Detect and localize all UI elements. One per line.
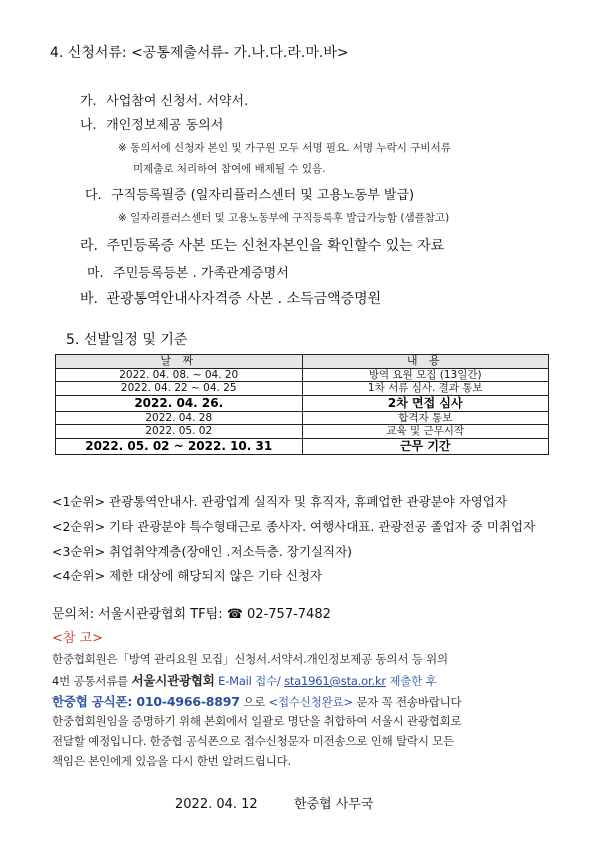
item-text: 주민등록등본 . 가족관계증명서 [113, 266, 289, 281]
header-date: 날 짜 [56, 355, 303, 369]
ref-line-1: 한중협회원은「방역 관리요원 모집」신청서.서약서.개인정보제공 동의서 등 위의 [52, 652, 448, 666]
item-marker: 라. [80, 238, 98, 254]
cell-date: 2022. 04. 22 ~ 04. 25 [56, 382, 303, 396]
ref-line-2d: 제출한 후 [385, 674, 437, 688]
table-header-row [56, 355, 549, 369]
item-na [80, 114, 223, 133]
ref-phone: 한중협 공식폰: 010-4966-8897 [52, 694, 240, 709]
table-row [56, 368, 549, 382]
rank-1: <1순위> 관광통역안내사. 관광업계 실직자 및 휴직자, 휴폐업한 관광분야 자영업자 [52, 494, 508, 509]
item-marker: 다. [85, 188, 102, 203]
footer-date: 2022. 04. 12 [175, 797, 258, 812]
item-ra [80, 235, 444, 255]
rank-2: <2순위> 기타 관광분야 특수형태근로 종사자. 여행사대표. 관광전공 졸업자 중 미취업자 [52, 519, 536, 534]
ref-email-link[interactable]: sta1961@sta.or.kr [284, 674, 386, 688]
section4-title: 4. 신청서류: <공통제출서류- 가.나.다.라.마.바> [50, 45, 349, 61]
footer [175, 793, 373, 812]
item-marker: 마. [87, 266, 104, 281]
ref-org-name: 서울시관광협회 [131, 673, 215, 688]
item-ga [80, 90, 248, 109]
cell-content: 방역 요원 모집 (13일간) [302, 368, 549, 382]
ref-line-6: 책임은 본인에게 있음을 다시 한번 알려드립니다. [52, 754, 291, 768]
item-ma [87, 262, 289, 281]
cell-date: 2022. 04. 08. ~ 04. 20 [56, 368, 303, 382]
cell-date: 2022. 05. 02 ~ 2022. 10. 31 [56, 438, 303, 454]
ref-line-4: 한중협회원임을 증명하기 위해 본회에서 일괄로 명단을 취합하여 서울시 관광협회로 [52, 714, 462, 728]
item-text: 주민등록증 사본 또는 신천자본인을 확인할수 있는 자료 [106, 238, 445, 254]
item-da [85, 184, 414, 203]
cell-date: 2022. 04. 26. [56, 395, 303, 411]
cell-content: 합격자 통보 [302, 411, 549, 425]
ref-line-5: 전달할 예정입니다. 한중협 공식폰으로 접수신청문자 미전송으로 인해 탈락시 모든 [52, 734, 455, 748]
rank-3: <3순위> 취업취약계층(장애인 .저소득층. 장기실직자) [52, 544, 353, 559]
table-row [56, 425, 549, 439]
cell-date: 2022. 05. 02 [56, 425, 303, 439]
rank-4: <4순위> 제한 대상에 해당되지 않은 기타 신청자 [52, 568, 323, 583]
note-consent-1: ※ 동의서에 신청자 본인 및 가구원 모두 서명 필요. 서명 누락시 구비서류 [118, 142, 451, 154]
note-registration: ※ 일자리플러스센터 및 고용노동부에 구직등록후 발급가능함 (샘플참고) [118, 212, 450, 224]
note-consent-2: 미제출로 처리하여 참여에 배제될 수 있음. [133, 163, 326, 175]
table-row [56, 382, 549, 396]
reference-label: <참 고> [52, 631, 104, 646]
table-row [56, 395, 549, 411]
item-ba [80, 288, 381, 308]
contact-info: 문의처: 서울시관광협회 TF팀: ☎ 02-757-7482 [52, 607, 331, 622]
ref-line-2a: 4번 공통서류를 [52, 674, 132, 688]
cell-date: 2022. 04. 28 [56, 411, 303, 425]
ref-line-3d: 문자 꼭 전송바랍니다 [352, 695, 462, 709]
item-text: 구직등록필증 (일자리플러스센터 및 고용노동부 발급) [111, 188, 415, 203]
item-marker: 가. [80, 94, 97, 109]
table-row [56, 411, 549, 425]
ref-line-2 [52, 671, 436, 689]
ref-line-3 [52, 692, 461, 710]
section5-title: 5. 선발일정 및 기준 [66, 332, 188, 348]
item-marker: 바. [80, 291, 98, 307]
item-text: 사업참여 신청서. 서약서. [106, 94, 249, 109]
item-text: 개인정보제공 동의서 [106, 118, 224, 133]
cell-content: 1차 서류 심사. 결과 통보 [302, 382, 549, 396]
schedule-table [55, 354, 549, 455]
item-text: 관광통역안내사자격증 사본 . 소득금액증명원 [106, 291, 382, 307]
ref-email-label: E-Mail 접수/ [214, 674, 285, 688]
cell-content: 근무 기간 [302, 438, 549, 454]
cell-content: 2차 면접 심사 [302, 395, 549, 411]
header-content: 내 용 [302, 355, 549, 369]
item-marker: 나. [80, 118, 97, 133]
ref-line-3b: 으로 [239, 695, 269, 709]
table-row [56, 438, 549, 454]
ref-complete-tag: <접수신청완료> [268, 695, 353, 709]
footer-org: 한중협 사무국 [293, 797, 374, 812]
cell-content: 교육 및 근무시작 [302, 425, 549, 439]
